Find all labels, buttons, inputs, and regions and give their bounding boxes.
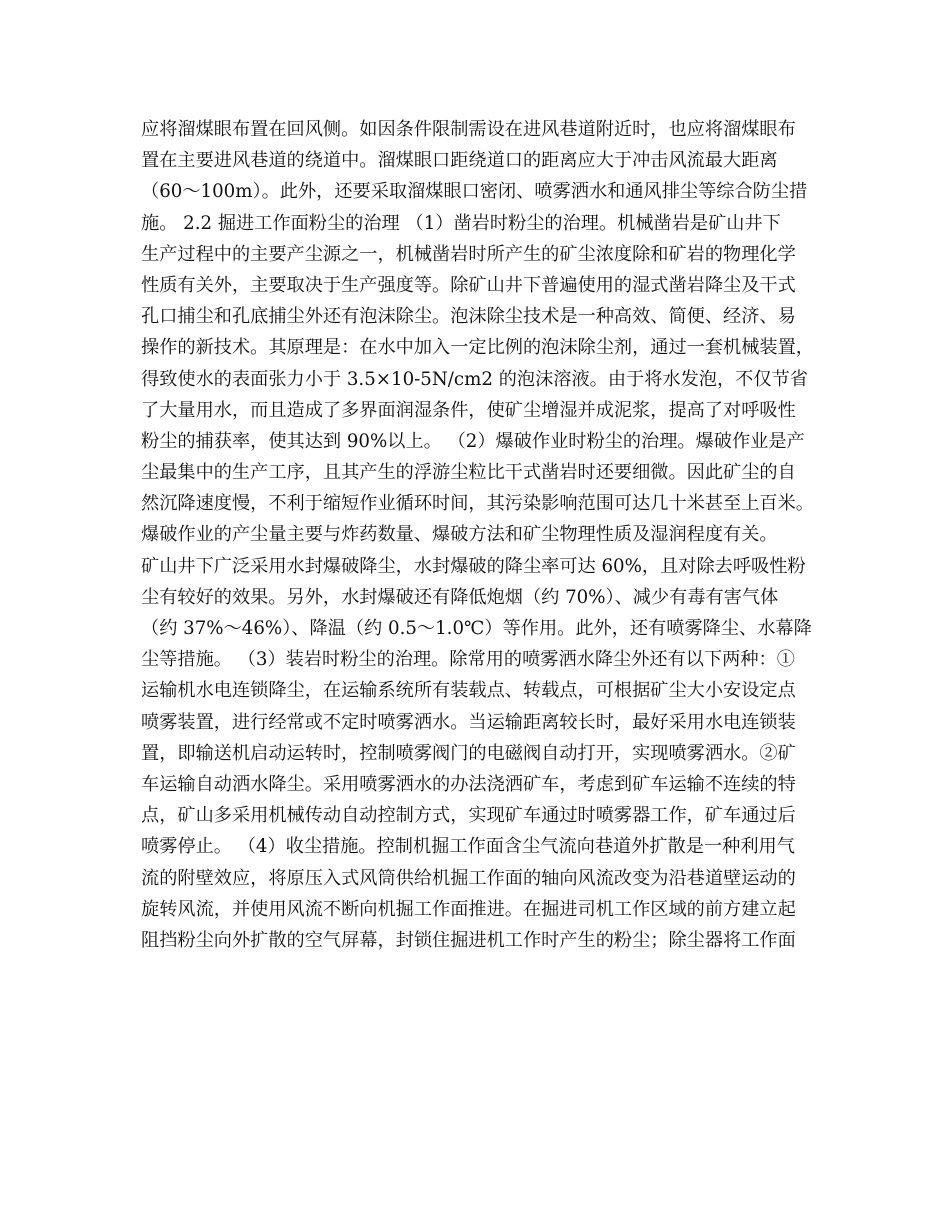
text-line: 得致使水的表面张力小于 3.5×10-5N/cm2 的泡沫溶液。由于将水发泡，不仅节省 (141, 368, 808, 390)
text-line: 应将溜煤眼布置在回风侧。如因条件限制需设在进风巷道附近时，也应将溜煤眼布 (141, 119, 796, 140)
text-line: 操作的新技术。其原理是：在水中加入一定比例的泡沫除尘剂，通过一套机械装置， (141, 337, 814, 359)
body-text (141, 114, 821, 956)
text-line: 阻挡粉尘向外扩散的空气屏幕，封锁住掘进机工作时产生的粉尘；除尘器将工作面 (141, 929, 796, 951)
text-line: 尘等措施。 （3）装岩时粉尘的治理。除常用的喷雾洒水降尘外还有以下两种：① (141, 649, 795, 671)
text-line: 旋转风流，并使用风流不断向机掘工作面推进。在掘进司机工作区域的前方建立起 (141, 898, 796, 920)
text-line: 置，即输送机启动运转时，控制喷雾阀门的电磁阀自动打开，实现喷雾洒水。②矿 (141, 742, 796, 764)
text-line: 孔口捕尘和孔底捕尘外还有泡沫除尘。泡沫除尘技术是一种高效、简便、经济、易 (141, 306, 796, 328)
text-line: 喷雾停止。 （4）收尘措施。控制机掘工作面含尘气流向巷道外扩散是一种利用气 (141, 836, 795, 858)
text-line: 性质有关外，主要取决于生产强度等。除矿山井下普遍使用的湿式凿岩降尘及干式 (141, 274, 796, 296)
text-line: （约 37%～46%）、降温（约 0.5～1.0℃）等作用。此外，还有喷雾降尘、水幕降 (141, 618, 812, 639)
text-line: 了大量用水，而且造成了多界面润湿条件，使矿尘增湿并成泥浆，提高了对呼吸性 (141, 399, 796, 421)
text-line: 尘有较好的效果。另外，水封爆破还有降低炮烟（约 70%）、减少有毒有害气体 (141, 586, 779, 608)
text-line: 粉尘的捕获率，使其达到 90%以上。 （2）爆破作业时粉尘的治理。爆破作业是产 (141, 430, 805, 452)
text-line: 车运输自动洒水降尘。采用喷雾洒水的办法浇洒矿车，考虑到矿车运输不连续的特 (141, 773, 796, 795)
text-line: 爆破作业的产尘量主要与炸药数量、爆破方法和矿尘物理性质及湿润程度有关。 (141, 524, 778, 546)
text-line: 运输机水电连锁降尘，在运输系统所有装载点、转载点，可根据矿尘大小安设定点 (141, 680, 796, 702)
text-line: 生产过程中的主要产尘源之一，机械凿岩时所产生的矿尘浓度除和矿岩的物理化学 (141, 243, 796, 265)
text-line: 点，矿山多采用机械传动自动控制方式，实现矿车通过时喷雾器工作，矿车通过后 (141, 805, 796, 827)
text-line: 矿山井下广泛采用水封爆破降尘，水封爆破的降尘率可达 60%，且对除去呼吸性粉 (141, 555, 806, 577)
text-line: （60～100m）。此外，还要采取溜煤眼口密闭、喷雾洒水和通风排尘等综合防尘措 (141, 181, 808, 203)
text-line: 喷雾装置，进行经常或不定时喷雾洒水。当运输距离较长时，最好采用水电连锁装 (141, 711, 796, 733)
text-line: 施。 2.2 掘进工作面粉尘的治理 （1）凿岩时粉尘的治理。机械凿岩是矿山井下 (141, 212, 781, 234)
text-line: 尘最集中的生产工序，且其产生的浮游尘粒比干式凿岩时还要细微。因此矿尘的自 (141, 462, 796, 484)
text-line: 置在主要进风巷道的绕道中。溜煤眼口距绕道口的距离应大于冲击风流最大距离 (141, 150, 778, 172)
text-line: 然沉降速度慢，不利于缩短作业循环时间，其污染影响范围可达几十米甚至上百米。 (141, 493, 814, 515)
text-line: 流的附壁效应，将原压入式风筒供给机掘工作面的轴向风流改变为沿巷道壁运动的 (141, 867, 796, 889)
